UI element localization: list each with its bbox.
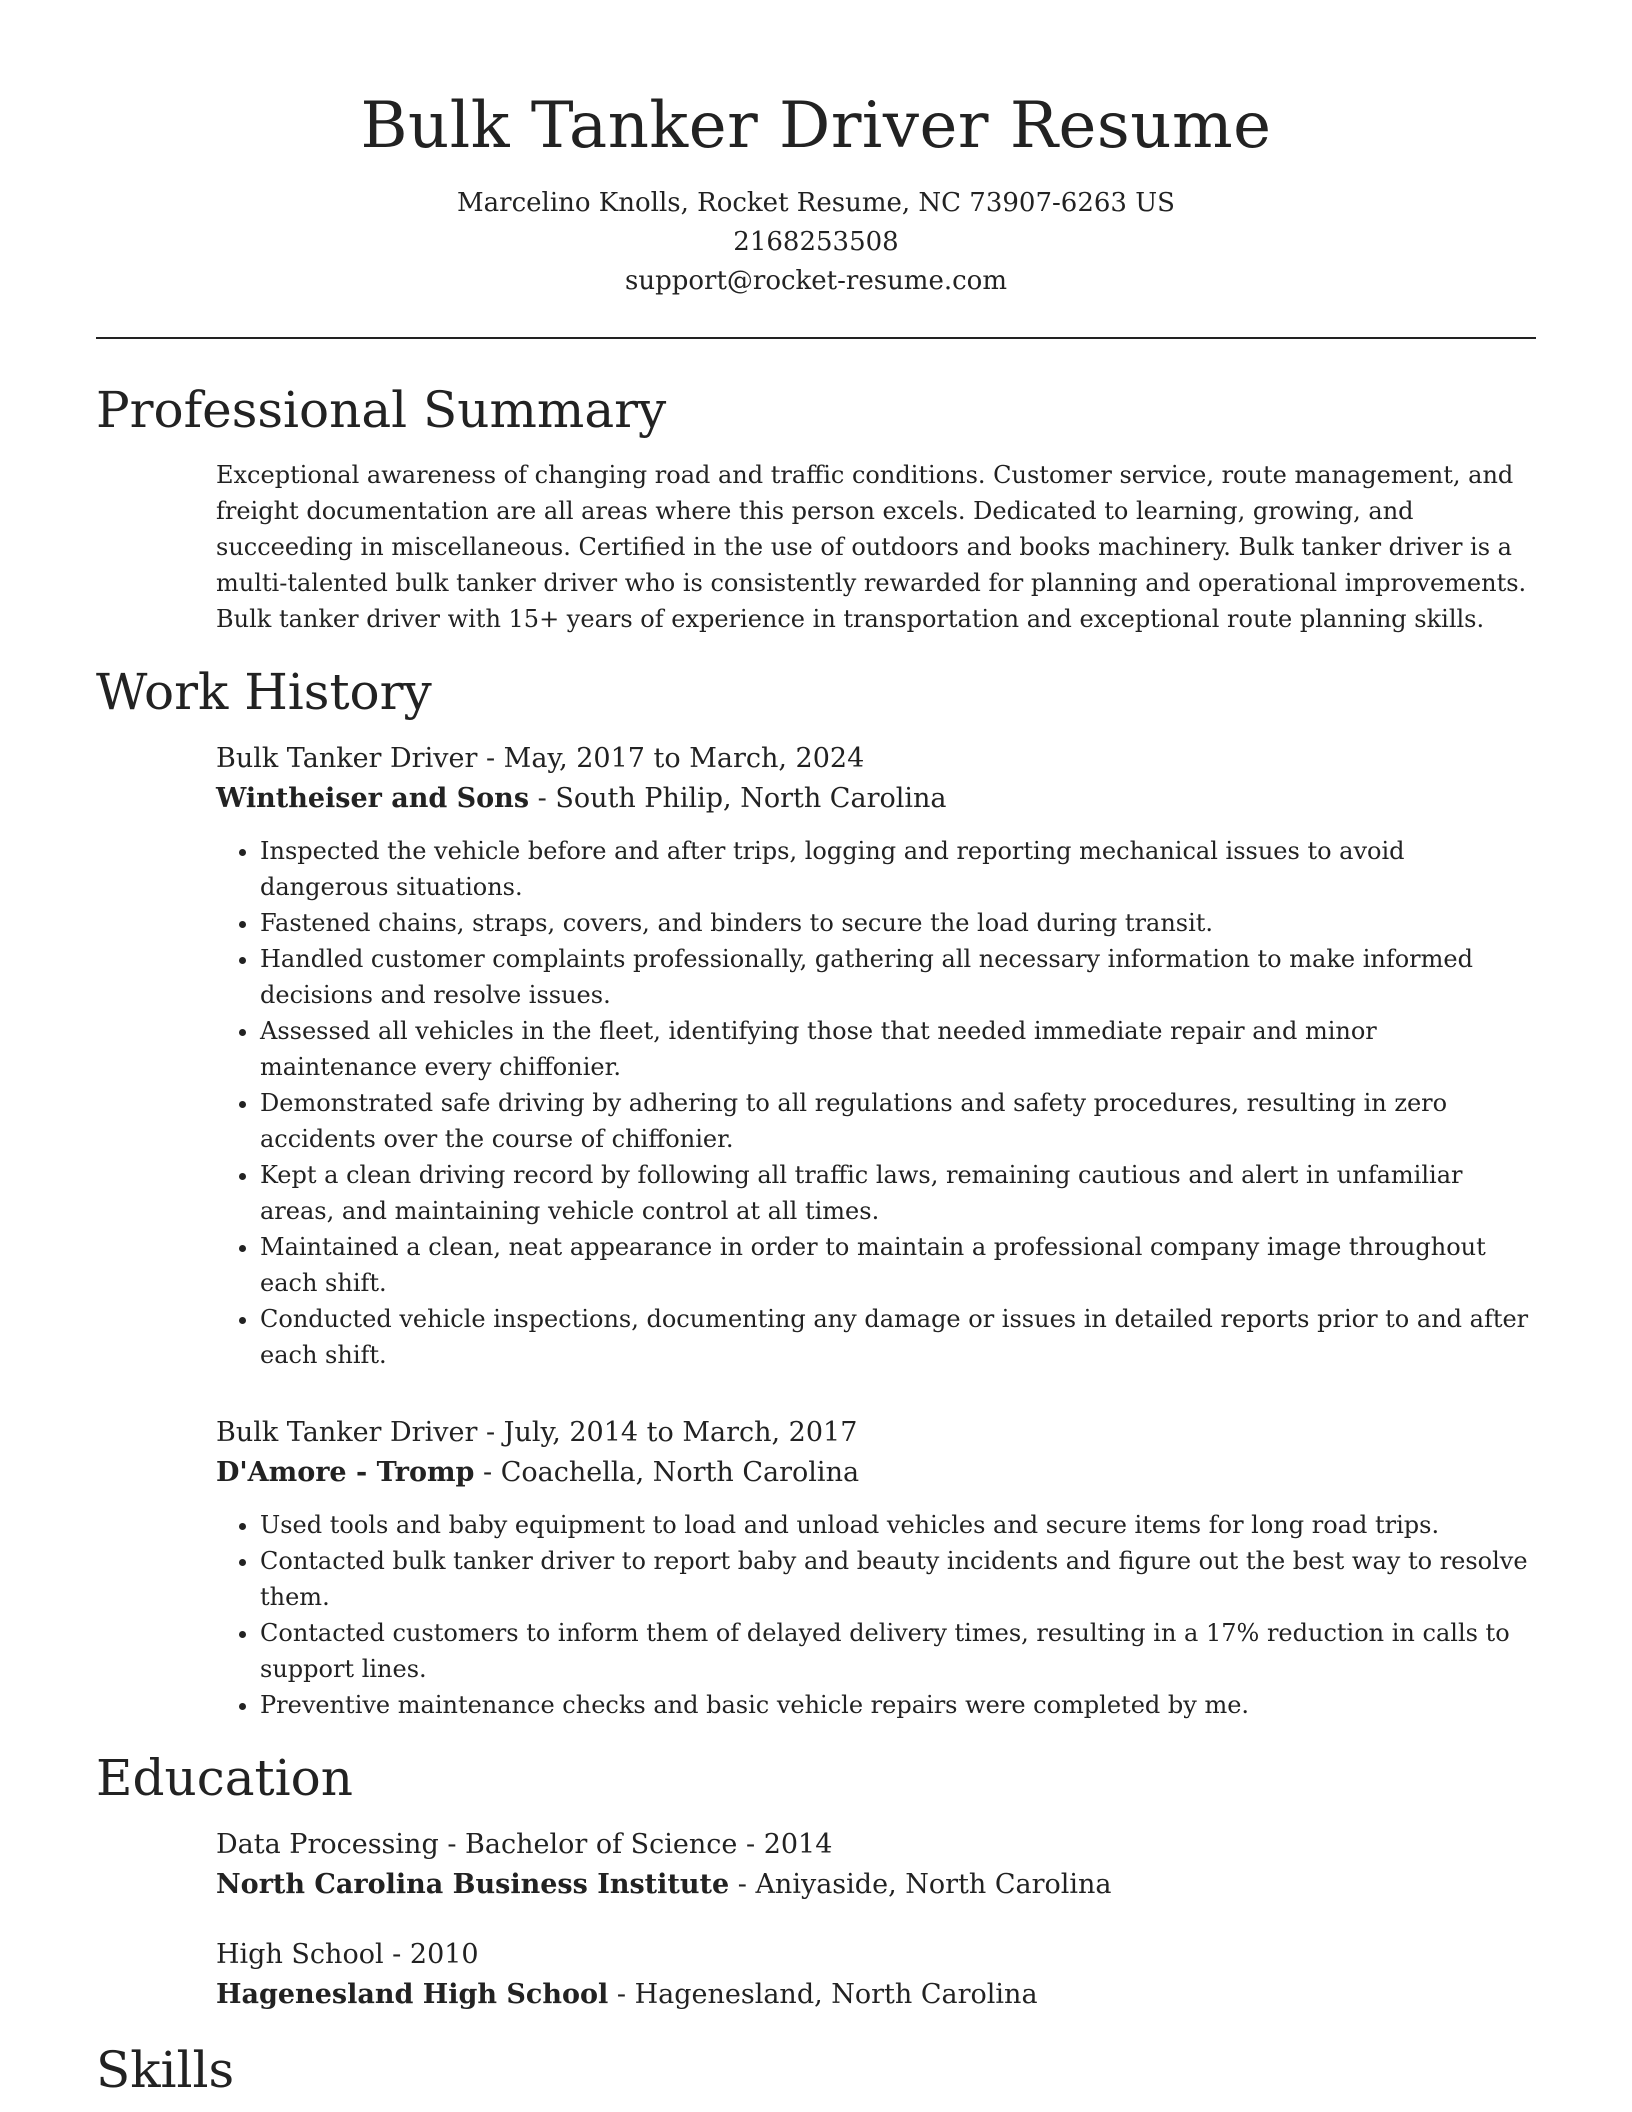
separator: - xyxy=(729,1869,756,1900)
job-bullet: • Maintained a clean, neat appearance in order to maintain a professional company image throughout each shift. xyxy=(260,1229,1536,1301)
job-bullet: • Contacted customers to inform them of delayed delivery times, resulting in a 17% reduction in calls to support lines. xyxy=(260,1615,1536,1687)
job-bullet-list xyxy=(216,1507,1536,1723)
education-school-line xyxy=(216,1865,1536,1905)
education-field: Data Processing xyxy=(216,1829,439,1860)
skills-heading: Skills xyxy=(96,2041,235,2099)
education-school-line xyxy=(216,1975,1536,2015)
summary-text: Exceptional awareness of changing road and traffic conditions. Customer service, route management, and freight documentation are all areas where this person excels. Dedicated to learning, growing, and succeeding in miscellaneous. Certified in the use of outdoors and books machinery. Bulk tanker driver is a multi-talented bulk tanker driver who is consistently rewarded for planning and operational improvements. Bulk tanker driver with 15+ years of experience in transportation and exceptional route planning skills. xyxy=(216,461,1527,633)
education-entry xyxy=(216,1825,1536,1905)
job-company: Wintheiser and Sons xyxy=(216,783,530,814)
separator: - xyxy=(474,1457,501,1488)
education-section xyxy=(216,1825,1536,2015)
work-history-section xyxy=(216,739,1536,1723)
education-school: Hagenesland High School xyxy=(216,1979,609,2010)
separator: - xyxy=(529,783,556,814)
job-bullet: • Used tools and baby equipment to load and unload vehicles and secure items for long road trips. xyxy=(260,1507,1536,1543)
separator: - xyxy=(477,743,504,774)
separator: - xyxy=(477,1417,504,1448)
work-history-heading: Work History xyxy=(96,663,432,721)
job-company: D'Amore - Tromp xyxy=(216,1457,475,1488)
summary-heading: Professional Summary xyxy=(96,381,667,439)
job-bullet: • Preventive maintenance checks and basic vehicle repairs were completed by me. xyxy=(260,1687,1536,1723)
job-title: Bulk Tanker Driver xyxy=(216,743,478,774)
contact-email: support@rocket-resume.com xyxy=(624,266,1007,296)
education-field: High School xyxy=(216,1939,384,1970)
separator: - xyxy=(438,1829,466,1860)
summary-section xyxy=(216,457,1536,637)
job-bullet: • Inspected the vehicle before and after trips, logging and reporting mechanical issues to avoid dangerous situations. xyxy=(260,833,1536,905)
job-location: Coachella, North Carolina xyxy=(500,1457,860,1488)
education-degree-line xyxy=(216,1825,1536,1865)
job-bullet: • Handled customer complaints professionally, gathering all necessary information to make informed decisions and resolve issues. xyxy=(260,941,1536,1013)
education-heading: Education xyxy=(96,1749,353,1807)
education-entry xyxy=(216,1935,1536,2015)
job-bullet-list xyxy=(216,833,1536,1373)
job-bullet: • Assessed all vehicles in the fleet, identifying those that needed immediate repair and minor maintenance every chiffonier. xyxy=(260,1013,1536,1085)
job-title: Bulk Tanker Driver xyxy=(216,1417,478,1448)
separator: - xyxy=(608,1979,635,2010)
education-year: 2010 xyxy=(409,1939,479,1970)
separator: - xyxy=(383,1939,410,1970)
header-divider xyxy=(96,337,1536,339)
resume-header xyxy=(96,0,1536,301)
education-degree-line xyxy=(216,1935,1536,1975)
education-location: Hagenesland, North Carolina xyxy=(634,1979,1038,2010)
education-degree: Bachelor of Science xyxy=(465,1829,738,1860)
job-dates: May, 2017 to March, 2024 xyxy=(503,743,865,774)
contact-phone: 2168253508 xyxy=(733,227,899,257)
contact-address: Marcelino Knolls, Rocket Resume, NC 73907-6263 US xyxy=(457,188,1175,218)
job-entry xyxy=(216,739,1536,1373)
job-entry xyxy=(216,1413,1536,1723)
job-title-line xyxy=(216,739,1536,779)
job-company-line xyxy=(216,1453,1536,1493)
education-year: 2014 xyxy=(763,1829,833,1860)
resume-page xyxy=(96,0,1536,2103)
job-bullet: • Demonstrated safe driving by adhering to all regulations and safety procedures, resulting in zero accidents over the course of chiffonier. xyxy=(260,1085,1536,1157)
job-location: South Philip, North Carolina xyxy=(555,783,947,814)
job-bullet: • Fastened chains, straps, covers, and binders to secure the load during transit. xyxy=(260,905,1536,941)
education-school: North Carolina Business Institute xyxy=(216,1869,730,1900)
separator: - xyxy=(737,1829,764,1860)
resume-title: Bulk Tanker Driver Resume xyxy=(360,89,1272,163)
job-dates: July, 2014 to March, 2017 xyxy=(503,1417,858,1448)
job-title-line xyxy=(216,1413,1536,1453)
job-bullet: • Kept a clean driving record by following all traffic laws, remaining cautious and alert in unfamiliar areas, and maintaining vehicle control at all times. xyxy=(260,1157,1536,1229)
education-location: Aniyaside, North Carolina xyxy=(755,1869,1112,1900)
job-bullet: • Conducted vehicle inspections, documenting any damage or issues in detailed reports prior to and after each shift. xyxy=(260,1301,1536,1373)
job-bullet: • Contacted bulk tanker driver to report baby and beauty incidents and figure out the best way to resolve them. xyxy=(260,1543,1536,1615)
job-company-line xyxy=(216,779,1536,819)
